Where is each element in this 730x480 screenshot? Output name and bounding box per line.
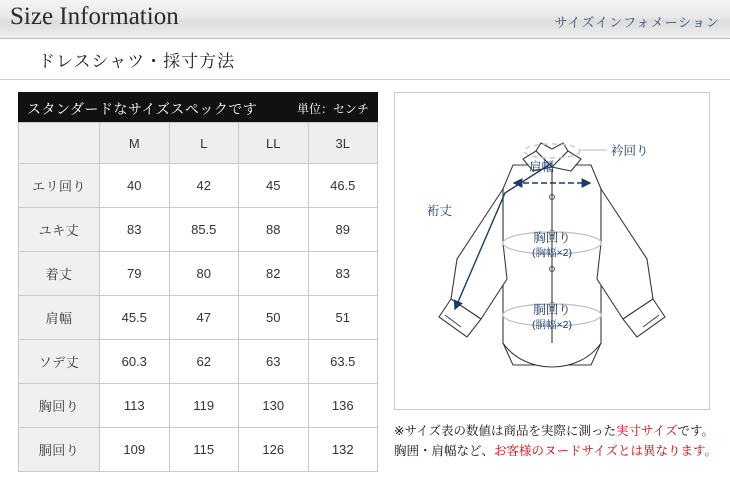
note-line-1-text-a: ※サイズ表の数値は商品を実際に測った: [394, 424, 616, 438]
row-label-chest: 胸回り: [19, 384, 100, 428]
content-area: [0, 80, 730, 472]
size-table: [18, 122, 378, 472]
cell-sleeve-3l: 63.5: [308, 340, 378, 384]
note-line-1: [394, 421, 715, 441]
page-title: Size Information: [10, 3, 179, 30]
measurement-notes: [394, 421, 718, 461]
cell-sleeve-m: 60.3: [100, 340, 170, 384]
row-label-shoulder: 肩幅: [19, 296, 100, 340]
cell-chest-l: 119: [169, 384, 239, 428]
label-chest: 胸回り: [533, 231, 571, 245]
cell-chest-3l: 136: [308, 384, 378, 428]
cell-kitake-l: 80: [169, 252, 239, 296]
note-line-2-text-a: 胸囲・肩幅など、: [394, 444, 495, 458]
table-column-header-l: L: [169, 123, 239, 164]
label-waist: 胴回り: [533, 303, 571, 317]
page-title-japanese: サイズインフォメーション: [554, 15, 720, 30]
cell-waist-ll: 126: [239, 428, 309, 472]
cell-yukitake-ll: 88: [239, 208, 309, 252]
note-line-1-text-b: です。: [677, 424, 715, 438]
cell-neck-l: 42: [169, 164, 239, 208]
table-header-row: [19, 123, 378, 164]
cell-neck-3l: 46.5: [308, 164, 378, 208]
cell-shoulder-l: 47: [169, 296, 239, 340]
cell-neck-ll: 45: [239, 164, 309, 208]
table-row: [19, 296, 378, 340]
cell-chest-m: 113: [100, 384, 170, 428]
cell-shoulder-3l: 51: [308, 296, 378, 340]
table-row: [19, 208, 378, 252]
row-label-yukitake: ユキ丈: [19, 208, 100, 252]
cell-yukitake-l: 85.5: [169, 208, 239, 252]
table-row: [19, 384, 378, 428]
label-waist-sub: (胴幅×2): [532, 319, 572, 331]
table-row: [19, 340, 378, 384]
cell-kitake-ll: 82: [239, 252, 309, 296]
table-column-header-3l: 3L: [308, 123, 378, 164]
cell-kitake-m: 79: [100, 252, 170, 296]
shirt-diagram-box: [394, 92, 710, 410]
table-row: [19, 428, 378, 472]
measurement-diagram-panel: [394, 92, 718, 472]
cell-sleeve-ll: 63: [239, 340, 309, 384]
row-label-waist: 胴回り: [19, 428, 100, 472]
spec-bar: [18, 92, 378, 122]
shirt-diagram-svg: [395, 93, 709, 409]
cell-waist-3l: 132: [308, 428, 378, 472]
cell-waist-m: 109: [100, 428, 170, 472]
cell-shoulder-m: 45.5: [100, 296, 170, 340]
row-label-neck: エリ回り: [19, 164, 100, 208]
label-sleeve-length: 裄丈: [427, 204, 453, 218]
note-line-1-highlight: 実寸サイズ: [615, 424, 678, 438]
note-line-2: [394, 441, 718, 461]
section-title: ドレスシャツ・採寸方法: [38, 52, 236, 71]
table-row: [19, 252, 378, 296]
page-header: [0, 0, 730, 39]
cell-yukitake-3l: 89: [308, 208, 378, 252]
table-column-header-ll: LL: [239, 123, 309, 164]
cell-sleeve-l: 62: [169, 340, 239, 384]
cell-neck-m: 40: [100, 164, 170, 208]
cell-kitake-3l: 83: [308, 252, 378, 296]
label-chest-sub: (胸幅×2): [532, 247, 572, 259]
table-corner-cell: [19, 123, 100, 164]
size-table-panel: [18, 92, 378, 472]
row-label-kitake: 着丈: [19, 252, 100, 296]
label-shoulder: 肩幅: [529, 160, 555, 174]
cell-chest-ll: 130: [239, 384, 309, 428]
label-neck: 衿回り: [611, 144, 649, 158]
spec-bar-unit: 単位：センチ: [296, 102, 369, 116]
row-label-sleeve: ソデ丈: [19, 340, 100, 384]
spec-bar-title: スタンダードなサイズスペックです: [27, 101, 258, 117]
section-header: [0, 39, 730, 80]
cell-waist-l: 115: [169, 428, 239, 472]
cell-shoulder-ll: 50: [239, 296, 309, 340]
table-row: [19, 164, 378, 208]
cell-yukitake-m: 83: [100, 208, 170, 252]
note-line-2-highlight: お客様のヌードサイズとは異なります。: [494, 444, 718, 458]
table-column-header-m: M: [100, 123, 170, 164]
